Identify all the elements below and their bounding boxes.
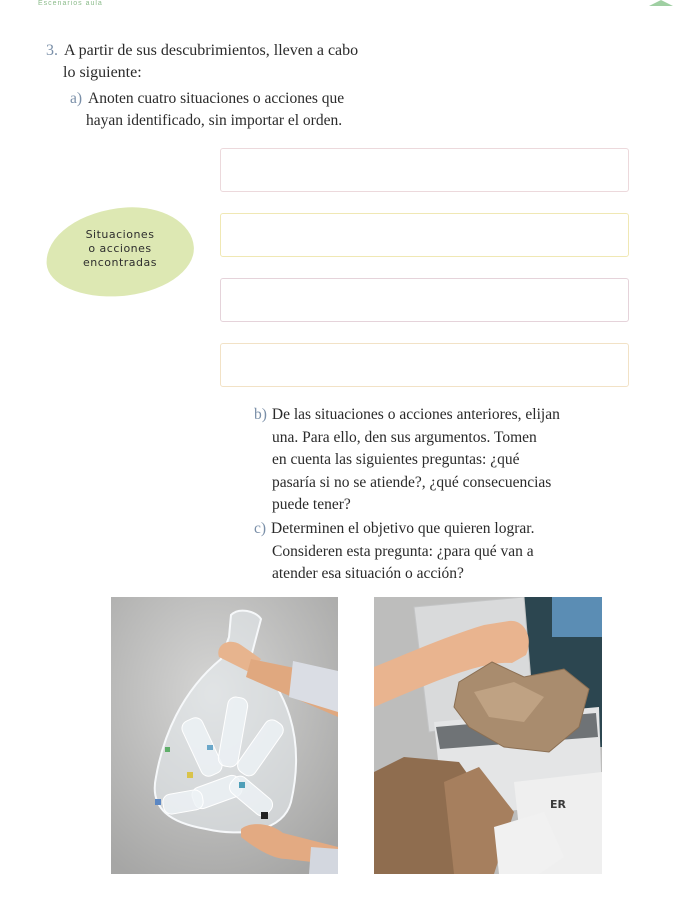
- item-a-marker: a): [70, 90, 83, 107]
- answer-box-1[interactable]: [220, 148, 629, 192]
- answer-box-2[interactable]: [220, 213, 629, 257]
- item-c-line-3: atender esa situación o acción?: [272, 565, 464, 582]
- item-b-line-2: una. Para ello, den sus argumentos. Tomen: [272, 428, 537, 446]
- question-number: 3.: [46, 42, 58, 59]
- item-c-line-1: Determinen el objetivo que quieren lograr.: [271, 520, 535, 537]
- item-a-line-1: Anoten cuatro situaciones o acciones que: [88, 90, 345, 107]
- callout-line-1: Situaciones: [85, 228, 155, 241]
- answer-box-3[interactable]: [220, 278, 629, 322]
- item-b-line-3: en cuenta las siguientes preguntas: ¿qué: [272, 451, 520, 468]
- item-b-line-5: puede tener?: [272, 496, 351, 513]
- item-c-marker: c): [254, 520, 267, 537]
- bin-label: ER: [550, 798, 566, 811]
- item-b-line-4: pasaría si no se atiende?, ¿qué consecuencias: [272, 473, 552, 491]
- item-b: [254, 404, 574, 517]
- answer-box-4[interactable]: [220, 343, 629, 387]
- running-header: Escenarios aula: [38, 0, 103, 7]
- item-a: [70, 88, 370, 132]
- item-c: [254, 518, 574, 586]
- callout-label: [46, 228, 194, 270]
- plastic-bottles-bag-photo: [111, 597, 338, 874]
- item-b-line-1: De las situaciones o acciones anteriores, elijan: [271, 406, 560, 423]
- question-3-line-1: A partir de sus descubrimientos, lleven a cabo: [64, 42, 359, 59]
- paper-recycling-bin-photo: [374, 597, 602, 874]
- callout-line-2: o acciones: [88, 242, 152, 255]
- item-a-line-2: hayan identificado, sin importar el orden.: [86, 112, 343, 129]
- corner-decoration-icon: [649, 0, 673, 6]
- question-3-line-2: lo siguiente:: [63, 64, 142, 81]
- item-c-line-2: Consideren esta pregunta: ¿para qué van a: [272, 542, 534, 560]
- item-b-marker: b): [254, 406, 267, 423]
- question-3: [46, 40, 376, 84]
- callout-line-3: encontradas: [82, 256, 158, 269]
